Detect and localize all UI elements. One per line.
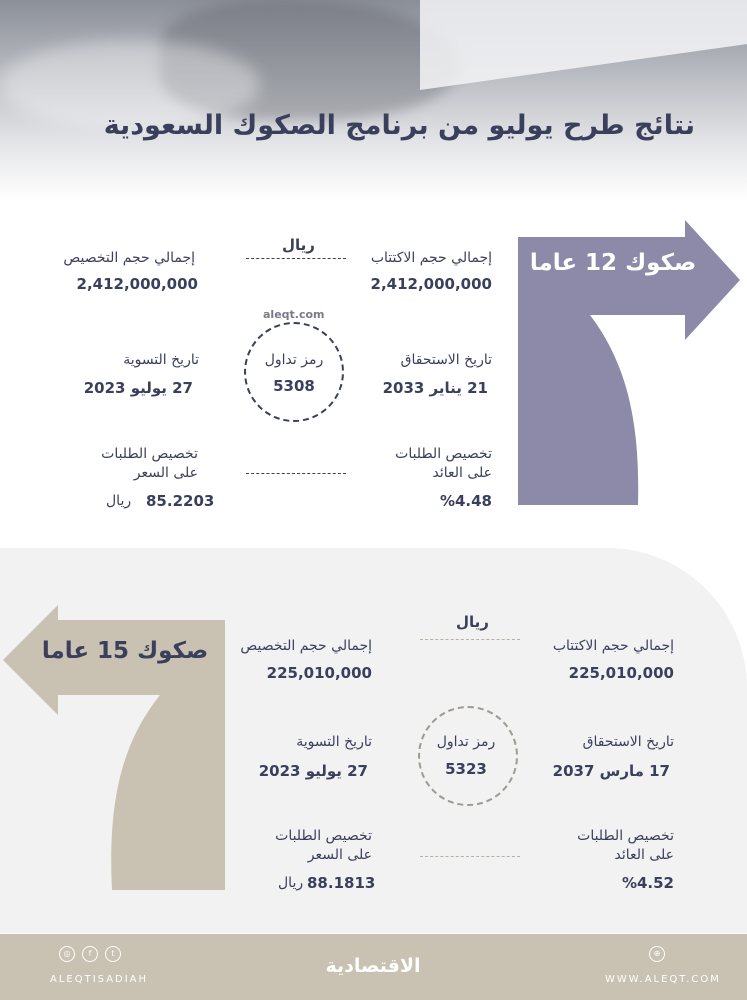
section1-maturity-value: 21 يناير 2033 [382, 379, 488, 397]
section2-divider-bottom [420, 856, 520, 857]
section2-yield-value: %4.52 [621, 874, 674, 892]
section1-divider-top [246, 258, 346, 259]
section1-settlement-value: 27 يوليو 2023 [83, 379, 193, 397]
section1-ticker-circle [244, 322, 344, 422]
section1-allocation-value: 2,412,000,000 [76, 275, 198, 293]
section2-subscription-label: إجمالي حجم الاكتتاب [552, 638, 674, 654]
section2-settlement-label: تاريخ التسوية [296, 734, 372, 750]
section1-name: صكوك 12 عاما [529, 250, 697, 276]
section1-price-label-1: تخصيص الطلبات [101, 446, 198, 462]
section1-allocation-label: إجمالي حجم التخصيص [63, 250, 195, 266]
section1-subscription-value: 2,412,000,000 [370, 275, 492, 293]
section2-ticker-circle [418, 706, 518, 806]
section2-price-unit: ريال [278, 875, 304, 891]
section2-price-label-1: تخصيص الطلبات [275, 828, 372, 844]
section2-maturity-label: تاريخ الاستحقاق [582, 734, 674, 750]
section2-yield-label-2: على العائد [614, 847, 674, 863]
footer-handle[interactable]: ALEQTISADIAH [50, 974, 149, 985]
section2-ticker-value: 5323 [445, 760, 487, 778]
section1-currency: ريال [282, 236, 315, 254]
section2-allocation-label: إجمالي حجم التخصيص [240, 638, 372, 654]
section2-allocation-value: 225,010,000 [266, 664, 372, 682]
section1-price-value: 85.2203 [146, 492, 215, 510]
section2-ticker-label: رمز تداول [436, 734, 496, 750]
section1-ticker-label: رمز تداول [264, 352, 324, 368]
section2-subscription-value: 225,010,000 [568, 664, 674, 682]
section2-name: صكوك 15 عاما [41, 638, 209, 664]
footer-logo: الاقتصادية [325, 955, 421, 977]
section2-divider-top [420, 639, 520, 640]
section2-maturity-value: 17 مارس 2037 [552, 762, 670, 780]
section1-price-label-2: على السعر [133, 465, 198, 481]
section2-price-value: 88.1813 [307, 874, 376, 892]
page-title: نتائج طرح يوليو من برنامج الصكوك السعودية [103, 110, 695, 141]
section2-price-label-2: على السعر [307, 847, 372, 863]
footer-website[interactable]: WWW.ALEQT.COM [605, 974, 721, 985]
instagram-icon[interactable]: ◎ [59, 946, 75, 962]
globe-icon: ⊕ [649, 946, 665, 962]
section1-divider-bottom [246, 473, 346, 474]
section2-currency: ريال [456, 613, 489, 631]
section1-settlement-label: تاريخ التسوية [123, 352, 199, 368]
facebook-icon[interactable]: f [82, 946, 98, 962]
section1-subscription-label: إجمالي حجم الاكتتاب [370, 250, 492, 266]
section1-ticker-value: 5308 [273, 377, 315, 395]
section2-settlement-value: 27 يوليو 2023 [258, 762, 368, 780]
twitter-icon[interactable]: t [105, 946, 121, 962]
section2-yield-label-1: تخصيص الطلبات [577, 828, 674, 844]
section1-yield-label-1: تخصيص الطلبات [395, 446, 492, 462]
section1-maturity-label: تاريخ الاستحقاق [400, 352, 492, 368]
section1-yield-label-2: على العائد [432, 465, 492, 481]
watermark: aleqt.com [263, 308, 325, 321]
section1-price-unit: ريال [106, 493, 132, 509]
section1-yield-value: %4.48 [439, 492, 492, 510]
